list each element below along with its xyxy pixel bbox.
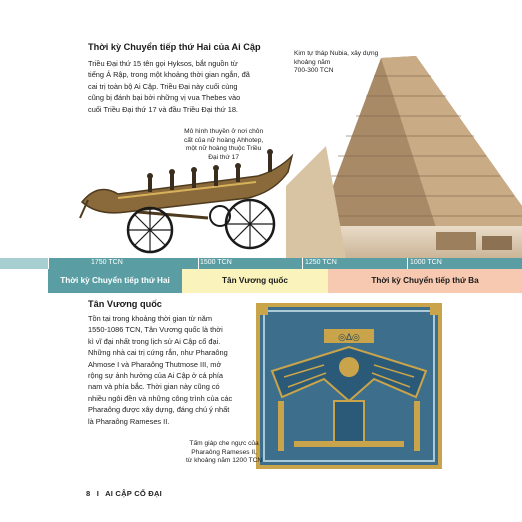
body-line: cũng bị đánh bại bởi những vị vua Thebes vào: [88, 93, 241, 103]
pectoral-armor-image: [254, 301, 444, 471]
caption-line: Tấm giáp che ngực của: [189, 440, 259, 447]
period-second-intermediate: Thời kỳ Chuyển tiếp thứ Hai: [48, 269, 182, 293]
section-body-second-intermediate: [88, 58, 288, 115]
body-line: rộng sự ảnh hưởng của Ai Cập ở cả phía: [88, 371, 224, 381]
caption-line: Kim tự tháp Nubia, xây dựng: [294, 50, 379, 57]
caption-line: cất của nữ hoàng Ahhotep,: [184, 136, 264, 144]
timeline-tick: [198, 258, 199, 269]
timeline-tick: [407, 258, 408, 269]
body-line: tiếng Ả Rập, trong một khoảng thời gian ngắn, đã: [88, 70, 250, 80]
caption-line: từ khoảng năm 1200 TCN: [186, 457, 263, 465]
footer-separator: I: [96, 489, 100, 498]
timeline-label: 1750 TCN: [91, 259, 123, 266]
caption-line: 700-300 TCN: [294, 67, 334, 75]
body-line: cuối Triều Đại thứ 17 và đầu Triều Đại thứ 18.: [88, 104, 238, 114]
page-footer: [86, 489, 162, 498]
body-line: 1550-1086 TCN, Tân Vương quốc là thời: [88, 325, 223, 335]
section-title-second-intermediate: Thời kỳ Chuyển tiếp thứ Hai của Ai Cập: [88, 42, 261, 52]
body-line: Tồn tại trong khoảng thời gian từ năm: [88, 314, 213, 323]
timeline-tick: [48, 258, 49, 269]
caption-line: Pharaông Rameses II,: [191, 448, 257, 456]
caption-line: Đại thứ 17: [208, 153, 240, 161]
timeline-label: 1500 TCN: [200, 259, 232, 266]
boat-model-image: [78, 142, 298, 258]
body-line: Pharaông được xây dựng, đáng chú ý nhất: [88, 405, 230, 415]
body-line: là Pharaông Rameses II.: [88, 416, 170, 426]
book-title: AI CẬP CỔ ĐẠI: [105, 489, 162, 498]
body-line: Những nhà cai trị cứng rắn, như Pharaông: [88, 348, 228, 358]
page-number: 8: [86, 489, 91, 498]
period-third-intermediate: Thời kỳ Chuyển tiếp thứ Ba: [328, 269, 522, 293]
section-title-new-kingdom: Tân Vương quốc: [88, 299, 162, 309]
timeline-label: 1000 TCN: [410, 259, 442, 266]
body-line: Ahmose I và Pharaông Thutmose III, mở: [88, 359, 222, 369]
caption-line: một nữ hoàng thuộc Triều: [185, 145, 262, 153]
body-line: nam và phía bắc. Thời gian này cũng có: [88, 382, 220, 392]
caption-line: khoảng năm: [294, 58, 331, 66]
body-line: nhiều ngôi đền và những công trình của các: [88, 393, 233, 403]
timeline-tick: [302, 258, 303, 269]
caption-line: Mô hình thuyền ở nơi chôn: [184, 128, 264, 135]
pyramid-caption: [294, 50, 378, 76]
period-new-kingdom: Tân Vương quốc: [182, 269, 328, 293]
svg-text:◎∆◎: ◎∆◎: [338, 333, 360, 343]
body-line: Triều Đại thứ 15 tên gọi Hyksos, bắt nguồn từ: [88, 59, 238, 68]
body-line: cai trị toàn bộ Ai Cập. Triều Đại này cuối cùng: [88, 81, 238, 91]
body-line: kì vĩ đại nhất trong lịch sử Ai Cập cổ đại.: [88, 336, 221, 346]
timeline-label: 1250 TCN: [305, 259, 337, 266]
timeline-bar-start: [0, 258, 48, 269]
section-body-new-kingdom: [88, 313, 258, 427]
armor-caption: [186, 440, 262, 466]
